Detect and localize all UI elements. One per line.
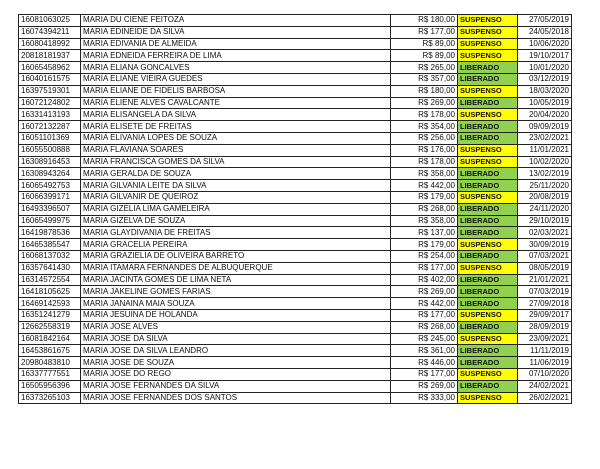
table-row [19, 15, 572, 27]
status-cell: LIBERADO [458, 250, 518, 262]
table-row [19, 26, 572, 38]
date-cell: 24/11/2020 [518, 203, 572, 215]
status-cell: SUSPENSO [458, 309, 518, 321]
name-cell: MARIA FRANCISCA GOMES DA SILVA [81, 156, 391, 168]
id-cell: 16357641430 [19, 262, 81, 274]
value-cell: R$ 180,00 [391, 15, 458, 27]
name-cell: MARIA DU CIENE FEITOZA [81, 15, 391, 27]
value-cell: R$ 333,00 [391, 392, 458, 404]
value-cell: R$ 256,00 [391, 132, 458, 144]
id-cell: 16066399171 [19, 191, 81, 203]
value-cell: R$ 178,00 [391, 156, 458, 168]
status-cell: SUSPENSO [458, 38, 518, 50]
date-cell: 27/05/2019 [518, 15, 572, 27]
id-cell: 16308943264 [19, 168, 81, 180]
date-cell: 21/01/2021 [518, 274, 572, 286]
date-cell: 28/09/2019 [518, 321, 572, 333]
name-cell: MARIA JOSE DA SILVA LEANDRO [81, 345, 391, 357]
date-cell: 11/06/2019 [518, 357, 572, 369]
id-cell: 16493396507 [19, 203, 81, 215]
id-cell: 20818181937 [19, 50, 81, 62]
date-cell: 25/11/2020 [518, 180, 572, 192]
table-row [19, 274, 572, 286]
table-row [19, 168, 572, 180]
name-cell: MARIA JOSE DE SOUZA [81, 357, 391, 369]
date-cell: 02/03/2021 [518, 227, 572, 239]
id-cell: 16040161575 [19, 73, 81, 85]
name-cell: MARIA GIZELVA DE SOUZA [81, 215, 391, 227]
name-cell: MARIA GLAYDIVANIA DE FREITAS [81, 227, 391, 239]
id-cell: 16351241279 [19, 309, 81, 321]
id-cell: 16055500888 [19, 144, 81, 156]
id-cell: 16469142593 [19, 298, 81, 310]
table-row [19, 156, 572, 168]
table-row [19, 73, 572, 85]
name-cell: MARIA GRAZIELIA DE OLIVEIRA BARRETO [81, 250, 391, 262]
value-cell: R$ 446,00 [391, 357, 458, 369]
id-cell: 16072132287 [19, 121, 81, 133]
name-cell: MARIA JANAINA MAIA SOUZA [81, 298, 391, 310]
id-cell: 16065499975 [19, 215, 81, 227]
table-row [19, 50, 572, 62]
table-row [19, 215, 572, 227]
value-cell: R$ 137,00 [391, 227, 458, 239]
value-cell: R$ 265,00 [391, 62, 458, 74]
status-cell: LIBERADO [458, 121, 518, 133]
date-cell: 30/09/2019 [518, 239, 572, 251]
name-cell: MARIA JOSE DA SILVA [81, 333, 391, 345]
status-cell: SUSPENSO [458, 239, 518, 251]
status-cell: LIBERADO [458, 380, 518, 392]
table-row [19, 180, 572, 192]
value-cell: R$ 245,00 [391, 333, 458, 345]
value-cell: R$ 269,00 [391, 380, 458, 392]
name-cell: MARIA EDIVANIA DE ALMEIDA [81, 38, 391, 50]
date-cell: 07/03/2019 [518, 286, 572, 298]
date-cell: 18/03/2020 [518, 85, 572, 97]
date-cell: 29/09/2017 [518, 309, 572, 321]
date-cell: 07/03/2021 [518, 250, 572, 262]
status-cell: LIBERADO [458, 298, 518, 310]
value-cell: R$ 254,00 [391, 250, 458, 262]
table-row [19, 239, 572, 251]
status-cell: LIBERADO [458, 345, 518, 357]
status-cell: SUSPENSO [458, 156, 518, 168]
status-cell: LIBERADO [458, 203, 518, 215]
id-cell: 20980483810 [19, 357, 81, 369]
status-cell: LIBERADO [458, 168, 518, 180]
id-cell: 16080418992 [19, 38, 81, 50]
name-cell: MARIA JACINTA GOMES DE LIMA NETA [81, 274, 391, 286]
table-row [19, 345, 572, 357]
value-cell: R$ 354,00 [391, 121, 458, 133]
name-cell: MARIA ELIVANIA LOPES DE SOUZA [81, 132, 391, 144]
date-cell: 29/10/2019 [518, 215, 572, 227]
status-cell: SUSPENSO [458, 392, 518, 404]
name-cell: MARIA JOSE ALVES [81, 321, 391, 333]
value-cell: R$ 179,00 [391, 239, 458, 251]
value-cell: R$ 89,00 [391, 50, 458, 62]
id-cell: 16373265103 [19, 392, 81, 404]
value-cell: R$ 268,00 [391, 203, 458, 215]
date-cell: 27/09/2018 [518, 298, 572, 310]
name-cell: MARIA GIZELIA LIMA GAMELEIRA [81, 203, 391, 215]
status-cell: SUSPENSO [458, 26, 518, 38]
id-cell: 16072124802 [19, 97, 81, 109]
value-cell: R$ 268,00 [391, 321, 458, 333]
value-cell: R$ 358,00 [391, 168, 458, 180]
id-cell: 16065458962 [19, 62, 81, 74]
beneficiary-table [18, 14, 572, 404]
table-row [19, 191, 572, 203]
table-row [19, 392, 572, 404]
value-cell: R$ 361,00 [391, 345, 458, 357]
status-cell: LIBERADO [458, 215, 518, 227]
status-cell: LIBERADO [458, 227, 518, 239]
table-row [19, 250, 572, 262]
id-cell: 16465385547 [19, 239, 81, 251]
name-cell: MARIA ELIANA GONCALVES [81, 62, 391, 74]
value-cell: R$ 177,00 [391, 309, 458, 321]
status-cell: SUSPENSO [458, 50, 518, 62]
date-cell: 23/02/2021 [518, 132, 572, 144]
name-cell: MARIA GILVANIR DE QUEIROZ [81, 191, 391, 203]
status-cell: LIBERADO [458, 286, 518, 298]
id-cell: 16314572554 [19, 274, 81, 286]
date-cell: 11/01/2021 [518, 144, 572, 156]
table-row [19, 357, 572, 369]
table-row [19, 85, 572, 97]
date-cell: 10/01/2020 [518, 62, 572, 74]
status-cell: SUSPENSO [458, 368, 518, 380]
name-cell: MARIA EDNEIDA FERREIRA DE LIMA [81, 50, 391, 62]
id-cell: 16068137032 [19, 250, 81, 262]
date-cell: 10/05/2019 [518, 97, 572, 109]
value-cell: R$ 269,00 [391, 97, 458, 109]
status-cell: LIBERADO [458, 357, 518, 369]
name-cell: MARIA ITAMARA FERNANDES DE ALBUQUERQUE [81, 262, 391, 274]
id-cell: 12662558319 [19, 321, 81, 333]
date-cell: 10/02/2020 [518, 156, 572, 168]
value-cell: R$ 180,00 [391, 85, 458, 97]
status-cell: SUSPENSO [458, 191, 518, 203]
name-cell: MARIA JAKELINE GOMES FARIAS [81, 286, 391, 298]
value-cell: R$ 178,00 [391, 109, 458, 121]
date-cell: 07/10/2020 [518, 368, 572, 380]
date-cell: 03/12/2019 [518, 73, 572, 85]
table-row [19, 121, 572, 133]
status-cell: SUSPENSO [458, 15, 518, 27]
date-cell: 19/10/2017 [518, 50, 572, 62]
date-cell: 26/02/2021 [518, 392, 572, 404]
date-cell: 20/08/2019 [518, 191, 572, 203]
table-body [19, 15, 572, 404]
name-cell: MARIA ELIANE DE FIDELIS BARBOSA [81, 85, 391, 97]
status-cell: SUSPENSO [458, 109, 518, 121]
name-cell: MARIA ELISETE DE FREITAS [81, 121, 391, 133]
value-cell: R$ 442,00 [391, 180, 458, 192]
status-cell: LIBERADO [458, 274, 518, 286]
status-cell: SUSPENSO [458, 85, 518, 97]
table-row [19, 38, 572, 50]
table-row [19, 227, 572, 239]
status-cell: LIBERADO [458, 321, 518, 333]
status-cell: LIBERADO [458, 97, 518, 109]
table-row [19, 286, 572, 298]
status-cell: SUSPENSO [458, 262, 518, 274]
status-cell: LIBERADO [458, 62, 518, 74]
id-cell: 16397519301 [19, 85, 81, 97]
name-cell: MARIA EDINEIDE DA SILVA [81, 26, 391, 38]
name-cell: MARIA JOSE FERNANDES DOS SANTOS [81, 392, 391, 404]
name-cell: MARIA ELIANE VIEIRA GUEDES [81, 73, 391, 85]
date-cell: 08/05/2019 [518, 262, 572, 274]
table-row [19, 368, 572, 380]
date-cell: 24/05/2018 [518, 26, 572, 38]
id-cell: 16308916453 [19, 156, 81, 168]
value-cell: R$ 177,00 [391, 26, 458, 38]
name-cell: MARIA JOSE DO REGO [81, 368, 391, 380]
table-row [19, 380, 572, 392]
value-cell: R$ 358,00 [391, 215, 458, 227]
id-cell: 16074394211 [19, 26, 81, 38]
table-row [19, 298, 572, 310]
name-cell: MARIA ELIENE ALVES CAVALCANTE [81, 97, 391, 109]
table-row [19, 321, 572, 333]
name-cell: MARIA GERALDA DE SOUZA [81, 168, 391, 180]
value-cell: R$ 442,00 [391, 298, 458, 310]
status-cell: LIBERADO [458, 73, 518, 85]
value-cell: R$ 89,00 [391, 38, 458, 50]
date-cell: 23/09/2021 [518, 333, 572, 345]
id-cell: 16418105625 [19, 286, 81, 298]
id-cell: 16081063025 [19, 15, 81, 27]
table-row [19, 109, 572, 121]
value-cell: R$ 402,00 [391, 274, 458, 286]
date-cell: 24/02/2021 [518, 380, 572, 392]
value-cell: R$ 179,00 [391, 191, 458, 203]
table-row [19, 62, 572, 74]
value-cell: R$ 357,00 [391, 73, 458, 85]
name-cell: MARIA GRACELIA PEREIRA [81, 239, 391, 251]
table-row [19, 333, 572, 345]
id-cell: 16081842164 [19, 333, 81, 345]
id-cell: 16051101369 [19, 132, 81, 144]
status-cell: SUSPENSO [458, 333, 518, 345]
table-row [19, 203, 572, 215]
table-row [19, 144, 572, 156]
status-cell: LIBERADO [458, 132, 518, 144]
name-cell: MARIA ELISANGELA DA SILVA [81, 109, 391, 121]
value-cell: R$ 177,00 [391, 368, 458, 380]
date-cell: 10/06/2020 [518, 38, 572, 50]
id-cell: 16065492753 [19, 180, 81, 192]
date-cell: 20/04/2020 [518, 109, 572, 121]
date-cell: 11/11/2019 [518, 345, 572, 357]
table-row [19, 309, 572, 321]
table-row [19, 97, 572, 109]
spreadsheet-page [18, 14, 571, 404]
status-cell: SUSPENSO [458, 144, 518, 156]
name-cell: MARIA JOSE FERNANDES DA SILVA [81, 380, 391, 392]
id-cell: 16331413193 [19, 109, 81, 121]
value-cell: R$ 269,00 [391, 286, 458, 298]
status-cell: LIBERADO [458, 180, 518, 192]
id-cell: 16453861675 [19, 345, 81, 357]
table-row [19, 262, 572, 274]
id-cell: 16505956396 [19, 380, 81, 392]
table-row [19, 132, 572, 144]
name-cell: MARIA JESUINA DE HOLANDA [81, 309, 391, 321]
date-cell: 13/02/2019 [518, 168, 572, 180]
value-cell: R$ 176,00 [391, 144, 458, 156]
date-cell: 09/09/2019 [518, 121, 572, 133]
value-cell: R$ 177,00 [391, 262, 458, 274]
id-cell: 16337777551 [19, 368, 81, 380]
name-cell: MARIA GILVANIA LEITE DA SILVA [81, 180, 391, 192]
id-cell: 16419878536 [19, 227, 81, 239]
name-cell: MARIA FLAVIANA SOARES [81, 144, 391, 156]
